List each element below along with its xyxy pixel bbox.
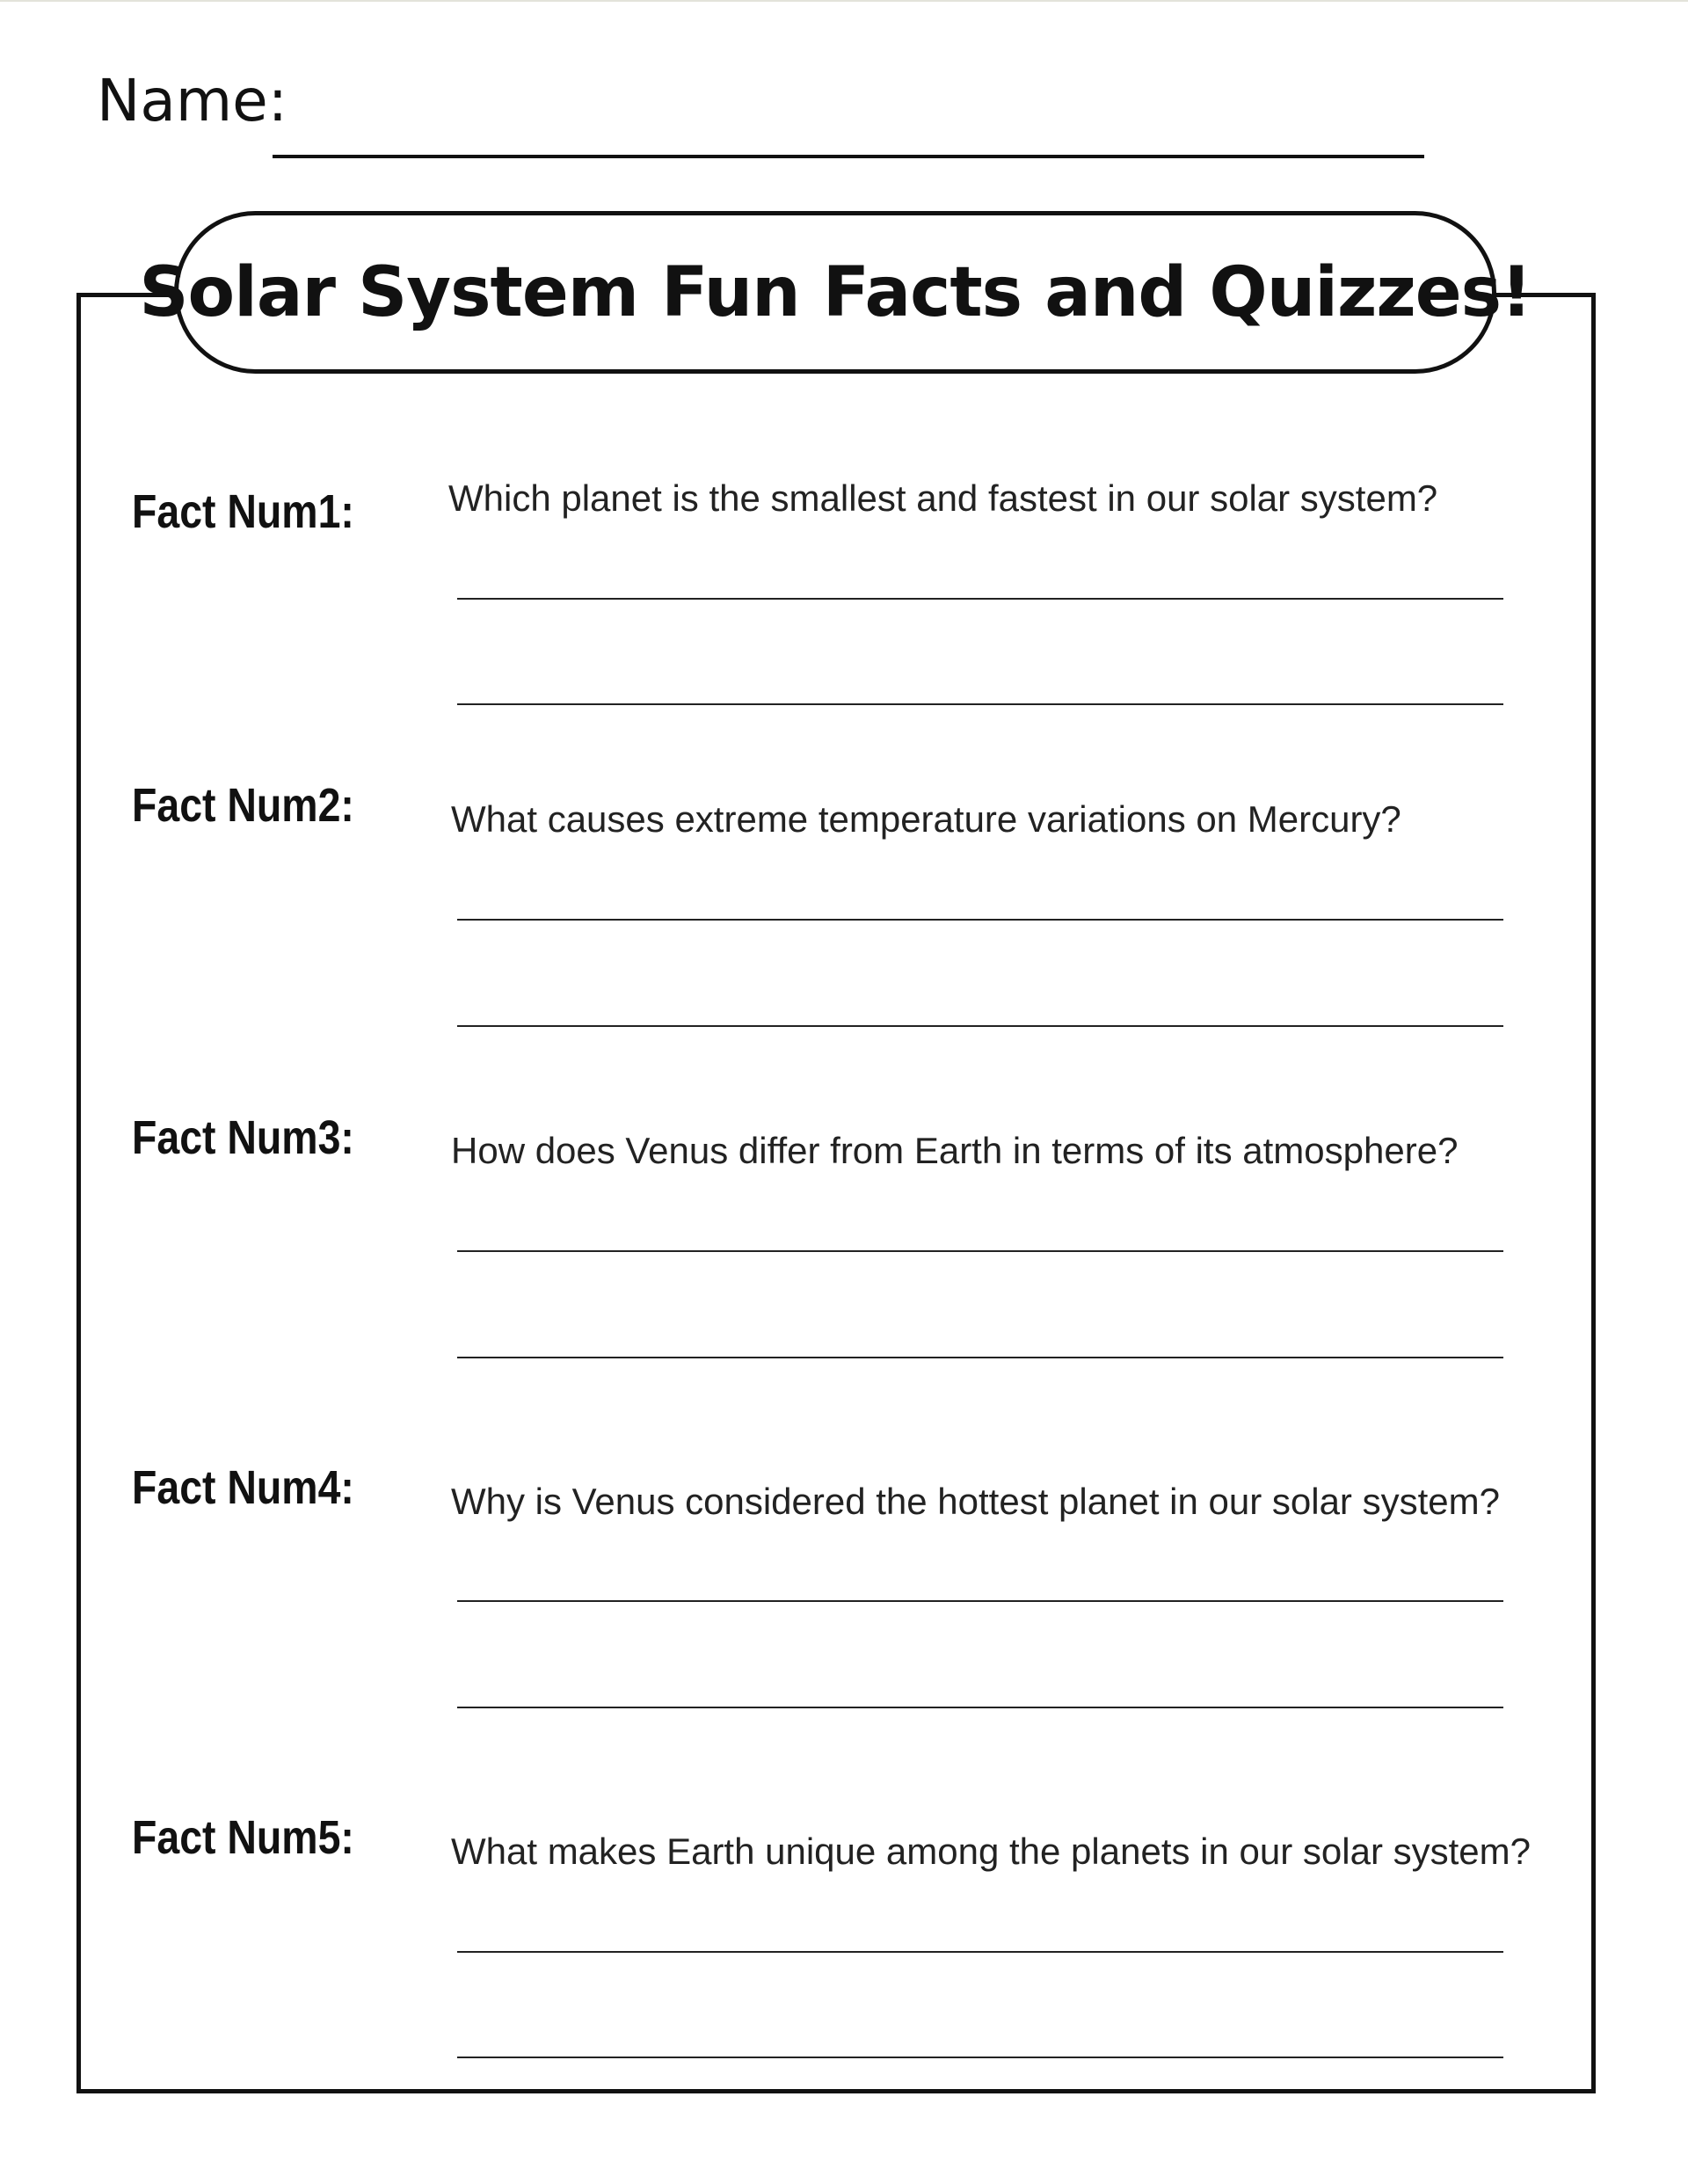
- answer-line-4b[interactable]: [457, 1707, 1503, 1708]
- answer-line-4a[interactable]: [457, 1600, 1503, 1602]
- page-title: Solar System Fun Facts and Quizzes!: [139, 252, 1532, 332]
- question-3: How does Venus differ from Earth in terms of its atmosphere?: [451, 1130, 1459, 1171]
- question-2: What causes extreme temperature variations on Mercury?: [451, 798, 1401, 840]
- name-label: Name:: [97, 67, 287, 135]
- name-field-line[interactable]: [273, 155, 1424, 158]
- title-banner: [139, 211, 1532, 374]
- answer-line-5b[interactable]: [457, 2057, 1503, 2058]
- answer-line-5a[interactable]: [457, 1951, 1503, 1953]
- answer-line-3a[interactable]: [457, 1250, 1503, 1252]
- answer-line-2b[interactable]: [457, 1025, 1503, 1027]
- fact-label-4: Fact Num4:: [132, 1461, 354, 1514]
- fact-label-5: Fact Num5:: [132, 1811, 354, 1864]
- fact-label-3: Fact Num3:: [132, 1111, 354, 1164]
- answer-line-1a[interactable]: [457, 598, 1503, 600]
- page-top-border: [0, 0, 1688, 2]
- question-4: Why is Venus considered the hottest planet in our solar system?: [451, 1481, 1500, 1522]
- question-5: What makes Earth unique among the planets in our solar system?: [451, 1831, 1531, 1872]
- answer-line-2a[interactable]: [457, 919, 1503, 921]
- answer-line-1b[interactable]: [457, 703, 1503, 705]
- question-1: Which planet is the smallest and fastest in our solar system?: [448, 477, 1438, 519]
- fact-label-1: Fact Num1:: [132, 485, 354, 538]
- fact-label-2: Fact Num2:: [132, 779, 354, 832]
- answer-line-3b[interactable]: [457, 1357, 1503, 1358]
